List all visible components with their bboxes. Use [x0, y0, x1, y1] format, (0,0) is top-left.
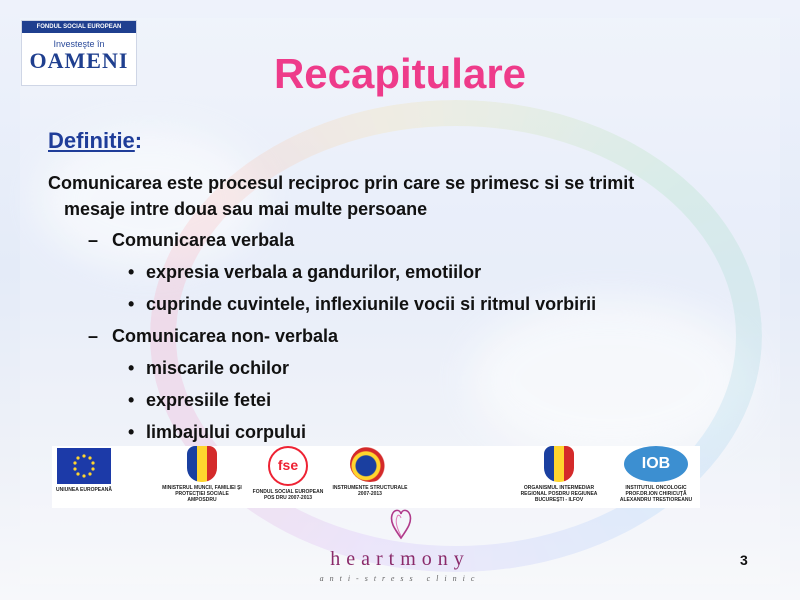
section-heading-text: Comunicarea verbala: [112, 230, 295, 250]
logo-top-text: FONDUL SOCIAL EUROPEAN: [22, 21, 136, 33]
bullet-marker: •: [128, 294, 135, 314]
paragraph-line-2: mesaje intre doua sau mai multe persoane: [64, 199, 428, 219]
section-heading-text: Comunicarea non- verbala: [112, 326, 339, 346]
ministry-logo: [162, 446, 242, 503]
list-item: [128, 390, 271, 411]
iob-icon: IOB: [624, 446, 688, 482]
ministry-logo-caption: MINISTERUL MUNCII, FAMILIEI ŞI PROTECŢIEI SOCIALE AMPOSDRU: [162, 485, 242, 503]
logo-mid-text: Investeşte în: [53, 39, 105, 49]
list-item: [128, 294, 596, 315]
definition-heading: [48, 128, 142, 154]
instrumente-structurale-caption: INSTRUMENTE STRUCTURALE 2007-2013: [332, 485, 408, 497]
romania-crest-icon: [187, 446, 217, 482]
list-item-text: cuprinde cuvintele, inflexiunile vocii si ritmul vorbirii: [146, 294, 597, 314]
section-heading-nonverbal: [88, 326, 338, 347]
list-item-text: expresiile fetei: [146, 390, 272, 410]
heart-icon: [390, 506, 412, 540]
bullet-marker: •: [128, 262, 135, 282]
list-item-text: limbajului corpului: [146, 422, 307, 442]
oirposdru-logo-caption: ORGANISMUL INTERMEDIAR REGIONAL POSDRU REGIUNEA BUCUREŞTI - ILFOV: [520, 485, 598, 503]
paragraph-line-1: Comunicarea este procesul reciproc prin care se primesc si se trimit: [48, 173, 635, 193]
heartmony-brand: heartmony: [330, 548, 470, 570]
romania-crest-icon: [544, 446, 574, 482]
eu-flag-icon: [57, 448, 111, 484]
bullet-marker: •: [128, 422, 135, 442]
list-item-text: miscarile ochilor: [146, 358, 290, 378]
instrumente-structurale-icon: [350, 446, 390, 482]
bullet-marker: •: [128, 390, 135, 410]
instrumente-structurale-logo: [330, 446, 410, 497]
page-number: 3: [740, 552, 748, 568]
logo-big-text: OAMENI: [29, 48, 129, 73]
list-item: [128, 358, 289, 379]
sponsor-logo-strip: [52, 446, 700, 508]
bullet-marker: •: [128, 358, 135, 378]
fse-logo-caption: FONDUL SOCIAL EUROPEAN POS DRU 2007-2013: [252, 489, 324, 501]
section-heading-verbal: [88, 230, 294, 251]
eu-logo: [52, 446, 116, 493]
fse-logo: [248, 446, 328, 501]
list-item: [128, 422, 306, 443]
fse-icon: fse: [268, 446, 308, 486]
definition-colon: :: [134, 128, 143, 153]
heartmony-subtitle: anti-stress clinic: [319, 574, 481, 583]
iob-logo-caption: INSTITUTUL ONCOLOGIC PROF.DR.ION CHIRICUŢĂ ALEXANDRU TRESTIOREANU: [619, 485, 693, 503]
list-item-text: expresia verbala a gandurilor, emotiilor: [146, 262, 482, 282]
iob-logo: [614, 446, 698, 503]
oirposdru-logo: [514, 446, 604, 503]
dash-marker: –: [88, 326, 99, 346]
slide-title: Recapitulare: [273, 50, 527, 97]
list-item: [128, 262, 481, 283]
dash-marker: –: [88, 230, 99, 250]
eu-logo-caption: UNIUNEA EUROPEANĂ: [56, 487, 112, 493]
definition-paragraph: [48, 170, 752, 222]
definition-label: Definitie: [48, 128, 135, 153]
